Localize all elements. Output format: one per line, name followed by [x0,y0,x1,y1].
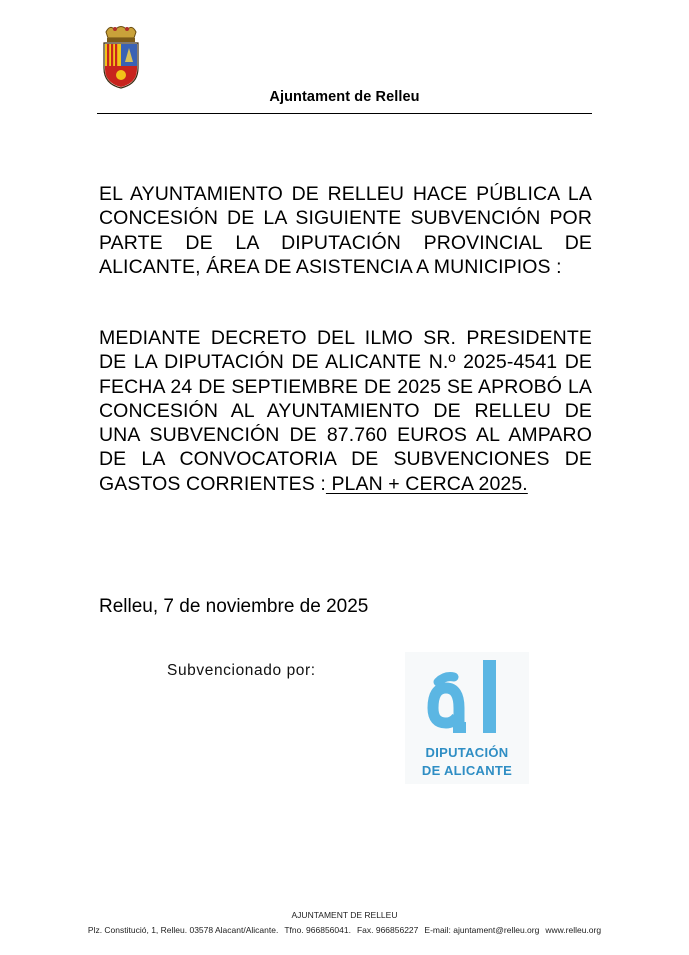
header-divider [97,113,592,114]
footer-email: E-mail: ajuntament@relleu.org [424,925,540,935]
decree-text: MEDIANTE DECRETO DEL ILMO SR. PRESIDENTE DE LA DIPUTACIÓN DE ALICANTE N.º 2025-4541 DE FECHA 24 DE SEPTIEMBRE DE 2025 SE APROBÓ LA CONCESIÓN AL AYUNTAMIENTO DE RELLEU DE UNA SUBVENCIÓN DE 87.760 EUROS AL AMPARO DE LA CONVOCATORIA DE SUBVENCIONES DE GASTOS CORRIENTES : [99,327,592,495]
decree-paragraph [99,326,592,496]
diputacion-logo [405,652,529,784]
footer-title: AJUNTAMENT DE RELLEU [291,910,398,920]
logo-text-line-2: DE ALICANTE [421,763,513,778]
plan-name: PLAN + CERCA 2025. [325,472,528,495]
announcement-paragraph: EL AYUNTAMIENTO DE RELLEU HACE PÚBLICA LA CONCESIÓN DE LA SIGUIENTE SUBVENCIÓN POR PARTE DE LA DIPUTACIÓN PROVINCIAL DE ALICANTE, ÁREA DE ASISTENCIA A MUNICIPIOS : [99,183,592,278]
logo-text-line-1: DIPUTACIÓN [425,745,509,760]
header-title: Ajuntament de Relleu [269,89,420,105]
footer-contact [0,925,689,935]
footer-phone: Tfno. 966856041. [284,925,351,935]
footer-web: www.relleu.org [545,925,602,935]
diputacion-mark-icon [405,652,529,744]
date-line: Relleu, 7 de noviembre de 2025 [99,596,369,617]
municipal-crest-icon [100,24,142,90]
footer-address: Plz. Constitució, 1, Relleu. 03578 Alacant/Alicante. [87,925,279,935]
footer-fax: Fax. 966856227 [356,925,419,935]
subsidized-by-label: Subvencionado por: [167,662,316,679]
